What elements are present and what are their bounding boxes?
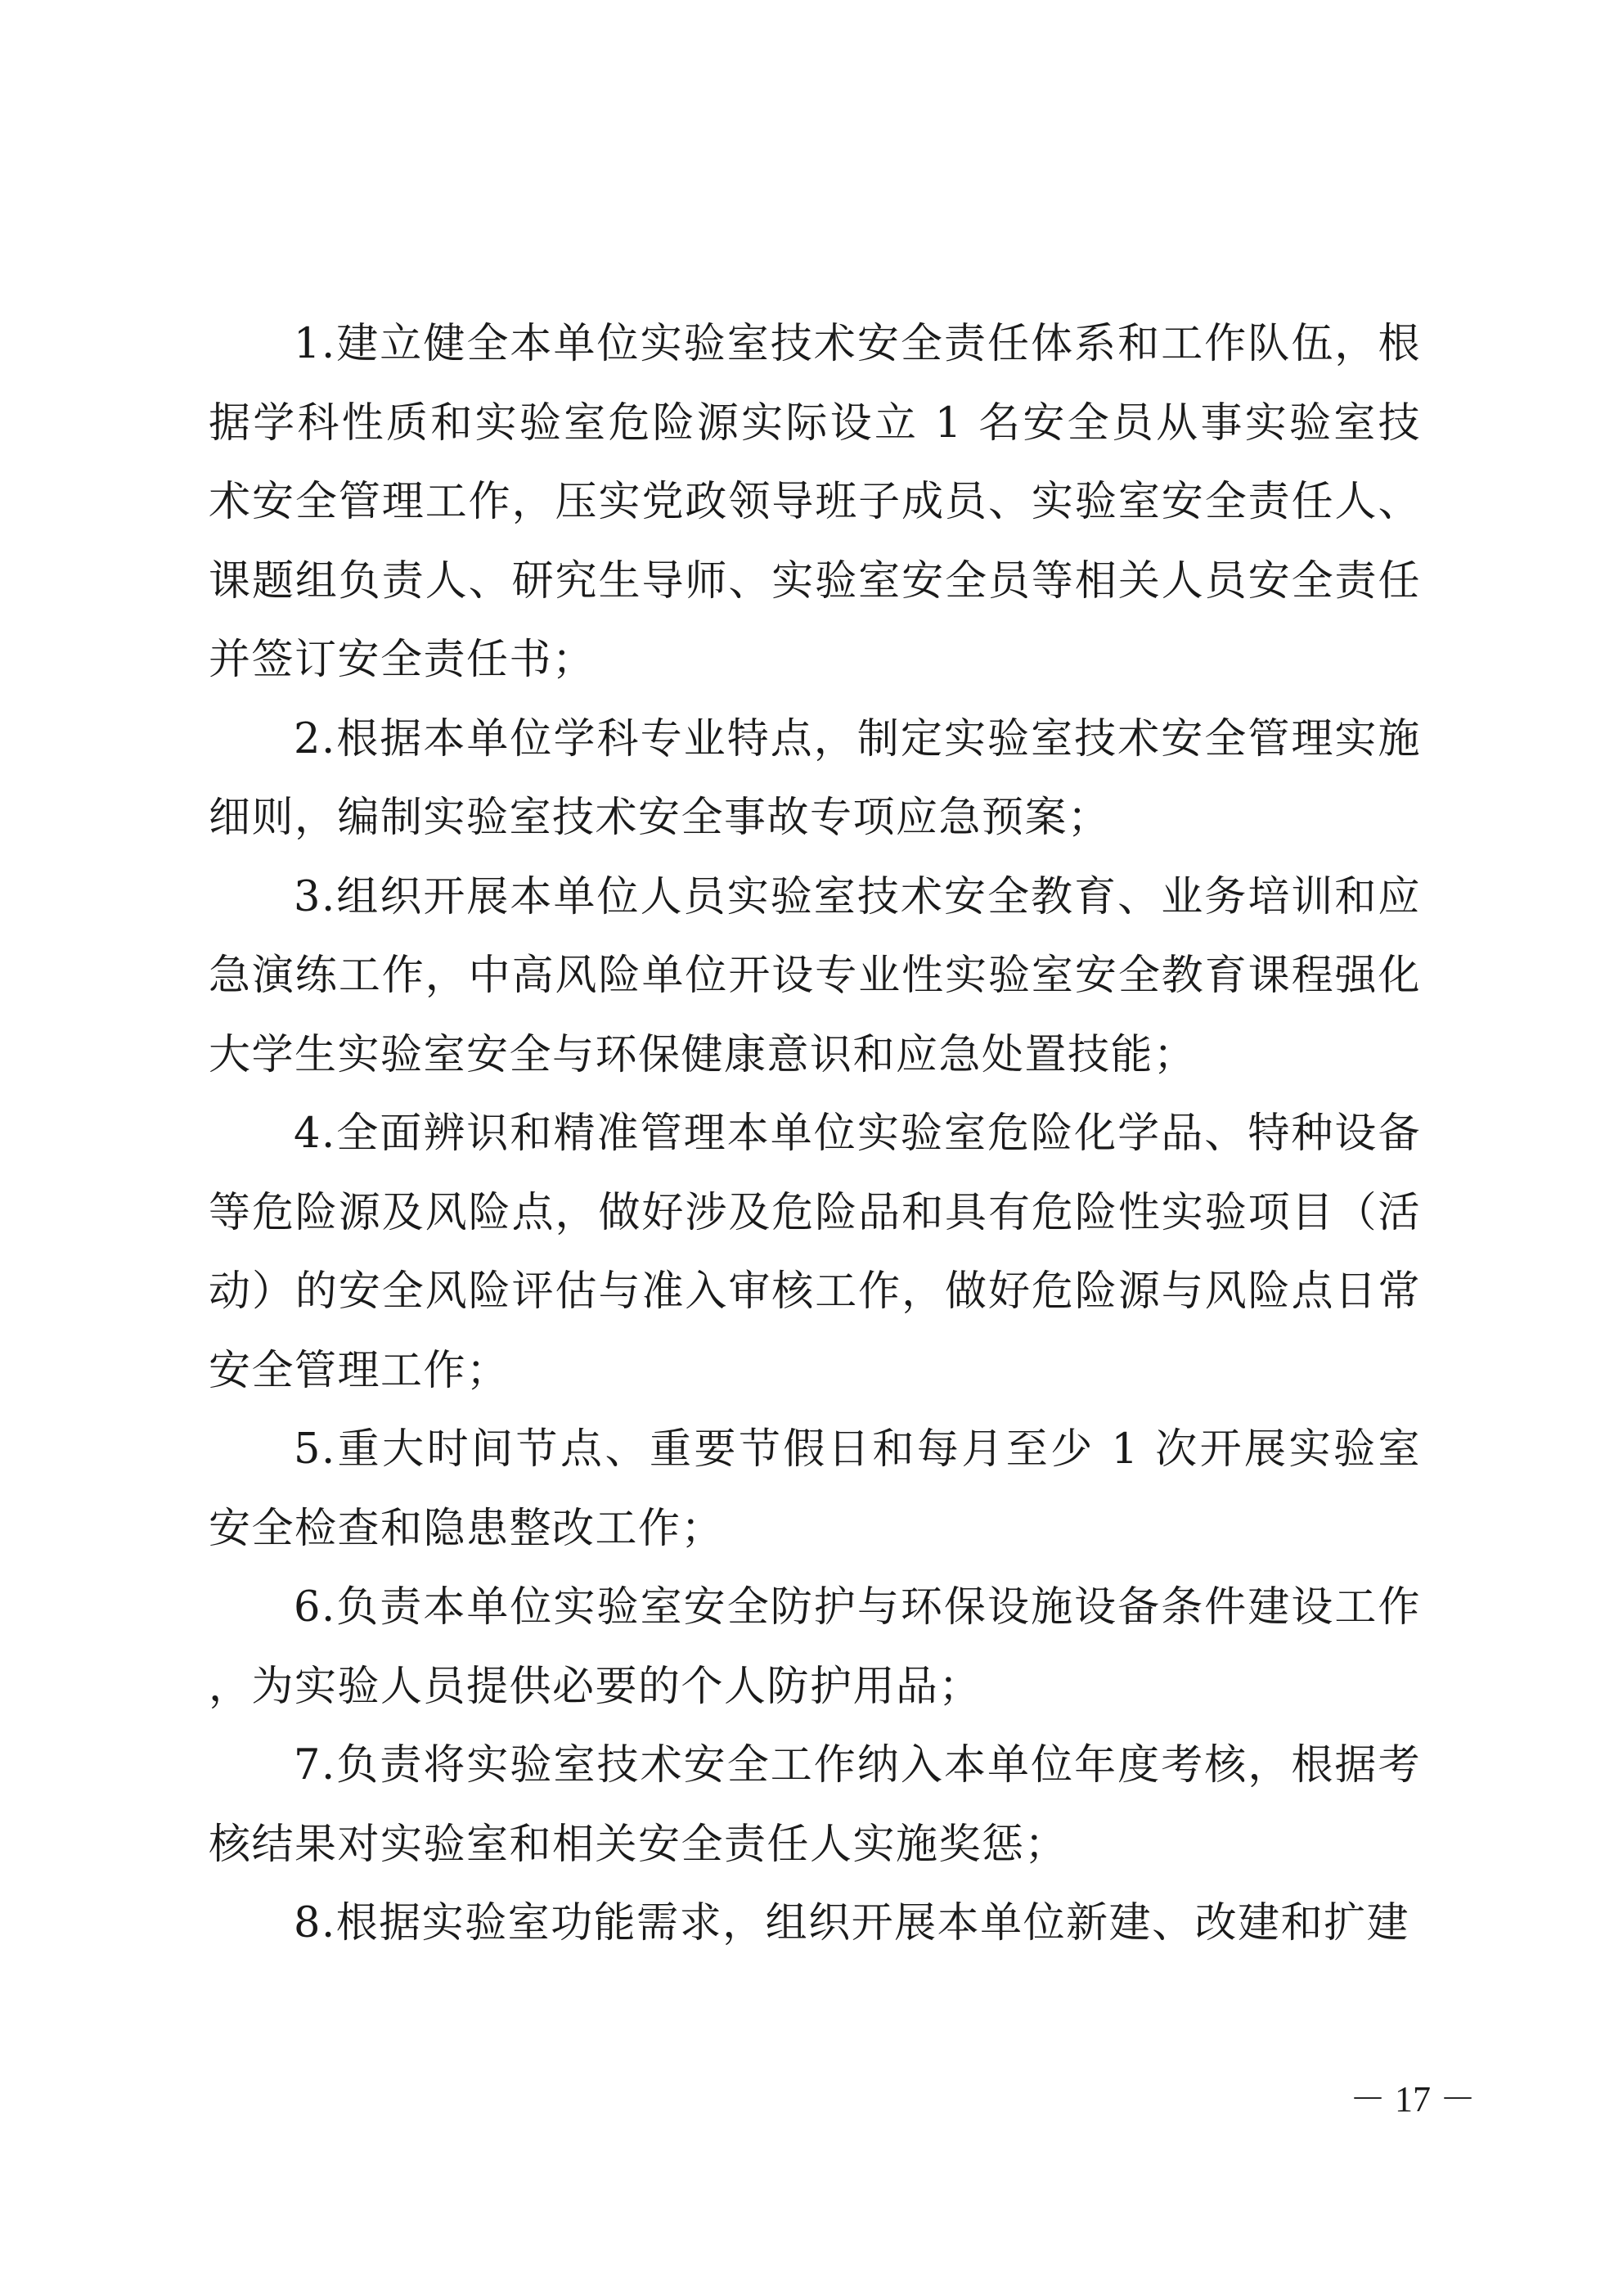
paragraph-item-4: 4.全面辨识和精准管理本单位实验室危险化学品、特种设备等危险源及风险点，做好涉及危险品和具有危险性实验项目（活动）的安全风险评估与准入审核工作，做好危险源与风险点日常安全管理工作； — [209, 1110, 1421, 1395]
paragraph-item-1: 1.建立健全本单位实验室技术安全责任体系和工作队伍，根据学科性质和实验室危险源实际设立 1 名安全员从事实验室技术安全管理工作，压实党政领导班子成员、实验室安全责任人、课题组负责人、研究生导师、实验室安全员等相关人员安全责任并签订安全责任书； — [209, 320, 1421, 684]
paragraph-item-7: 7.负责将实验室技术安全工作纳入本单位年度考核，根据考核结果对实验室和相关安全责任人实施奖惩； — [209, 1741, 1421, 1869]
paragraph-item-6: 6.负责本单位实验室安全防护与环保设施设备条件建设工作，为实验人员提供必要的个人防护用品； — [209, 1583, 1421, 1711]
paragraph-item-8: 8.根据实验室功能需求，组织开展本单位新建、改建和扩建 — [294, 1899, 1410, 1947]
paragraph-item-2: 2.根据本单位学科专业特点，制定实验室技术安全管理实施细则，编制实验室技术安全事故专项应急预案； — [209, 714, 1421, 842]
paragraph-item-3: 3.组织开展本单位人员实验室技术安全教育、业务培训和应急演练工作，中高风险单位开设专业性实验室安全教育课程强化大学生实验室安全与环保健康意识和应急处置技能； — [209, 872, 1421, 1079]
paragraph-item-5: 5.重大时间节点、重要节假日和每月至少 1 次开展实验室安全检查和隐患整改工作； — [209, 1425, 1421, 1553]
document-body — [209, 305, 1421, 1964]
page-number: － 17 － — [1350, 2079, 1476, 2119]
